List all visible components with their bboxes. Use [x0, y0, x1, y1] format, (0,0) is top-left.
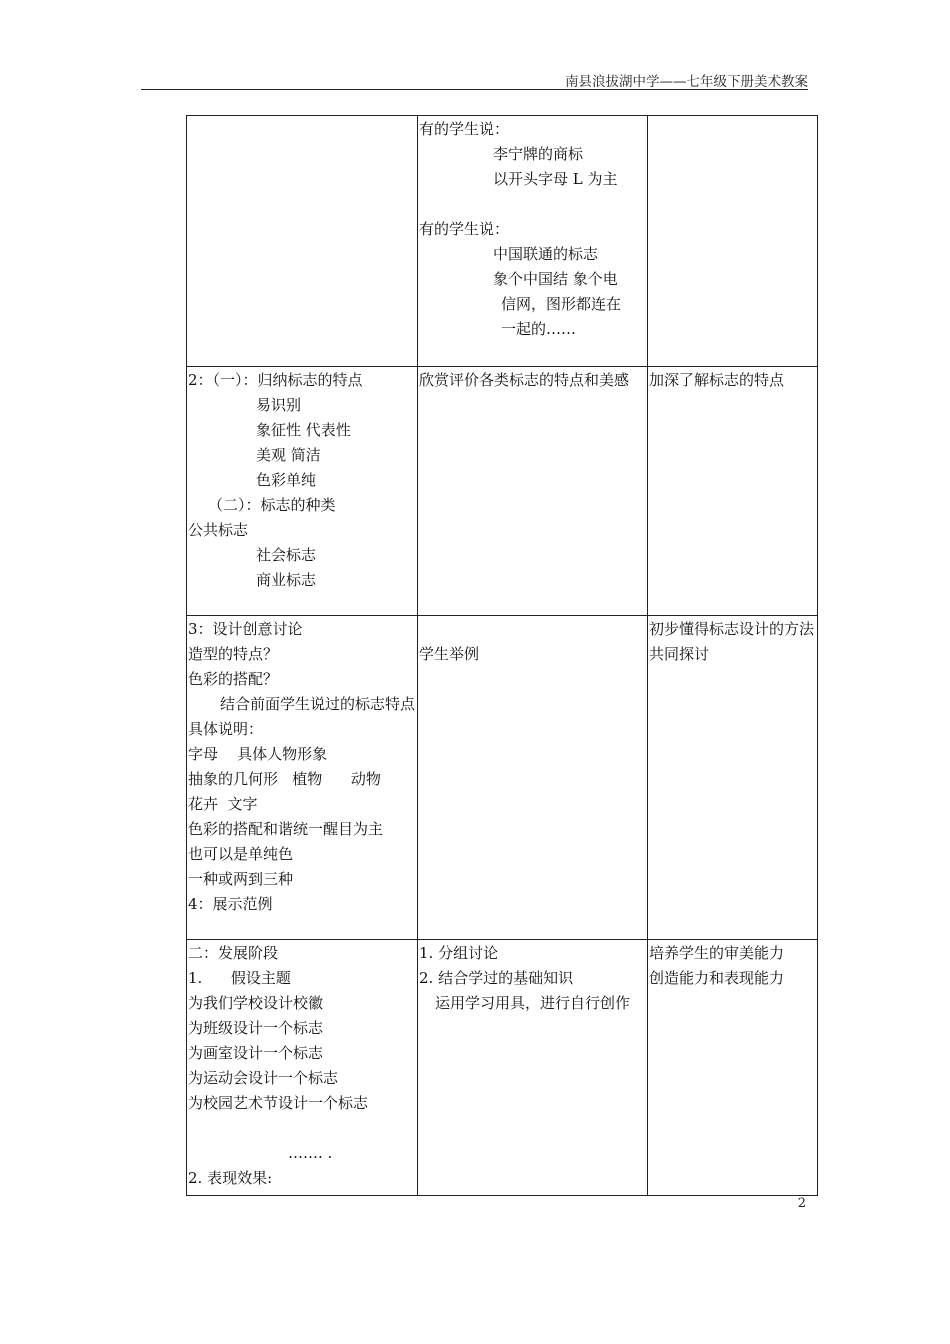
text-line: 为我们学校设计校徽 — [188, 994, 324, 1012]
lesson-plan-table — [186, 115, 818, 1196]
text-line: 信网，图形都连在 — [501, 295, 622, 313]
design-intent-cell — [648, 940, 818, 1196]
teacher-activity-cell — [187, 940, 418, 1196]
text-line: 学生举例 — [419, 645, 480, 663]
text-line: 加深了解标志的特点 — [649, 371, 785, 389]
text-line: 具体说明： — [188, 720, 264, 738]
blank-line — [419, 192, 646, 217]
teacher-activity-cell — [187, 616, 418, 940]
text-line: 抽象的几何形 植物 动物 — [188, 770, 381, 788]
text-line: 为班级设计一个标志 — [188, 1019, 324, 1037]
student-activity-cell — [418, 116, 648, 367]
text-line: 创造能力和表现能力 — [649, 969, 785, 987]
text-line: 2. 结合学过的基础知识 — [419, 969, 574, 987]
text-line: 2：（一）：归纳标志的特点 — [188, 371, 363, 389]
text-line: 为画室设计一个标志 — [188, 1044, 324, 1062]
text-line: 4：展示范例 — [188, 895, 273, 913]
text-line: 易识别 — [256, 396, 302, 414]
teacher-activity-cell — [187, 116, 418, 367]
text-line: 为校园艺术节设计一个标志 — [188, 1094, 369, 1112]
student-activity-cell — [418, 940, 648, 1196]
text-line: 2. 表现效果: — [188, 1169, 273, 1187]
text-line: 培养学生的审美能力 — [649, 944, 785, 962]
student-activity-cell — [418, 616, 648, 940]
text-line: ……. . — [288, 1144, 333, 1162]
text-line: 字母 具体人物形象 — [188, 745, 328, 763]
text-line: 一起的…… — [501, 320, 577, 338]
text-line: 有的学生说： — [419, 120, 510, 138]
text-line: 欣赏评价各类标志的特点和美感 — [419, 371, 630, 389]
text-line: 美观 简洁 — [256, 446, 321, 464]
header-rule — [141, 89, 808, 90]
text-line: 一种或两到三种 — [188, 870, 294, 888]
table-row — [187, 940, 818, 1196]
text-line: 中国联通的标志 — [493, 245, 599, 263]
text-line: 共同探讨 — [649, 645, 710, 663]
text-line: 色彩的搭配和谐统一醒目为主 — [188, 820, 384, 838]
text-line: 结合前面学生说过的标志特点 — [220, 695, 416, 713]
text-line: （二）：标志的种类 — [208, 496, 336, 514]
text-line: 李宁牌的商标 — [493, 145, 584, 163]
text-line: 以开头字母 L 为主 — [493, 170, 618, 188]
blank-line — [188, 1116, 416, 1141]
design-intent-cell — [648, 616, 818, 940]
page-number: 2 — [797, 1196, 806, 1211]
text-line: 初步懂得标志设计的方法 — [649, 620, 815, 638]
table-row — [187, 367, 818, 616]
text-line: 1. 分组讨论 — [419, 944, 499, 962]
text-line: 有的学生说： — [419, 220, 510, 238]
text-line: 3：设计创意讨论 — [188, 620, 303, 638]
text-line: 也可以是单纯色 — [188, 845, 294, 863]
text-line: 运用学习用具，进行自行创作 — [435, 994, 631, 1012]
design-intent-cell — [648, 116, 818, 367]
table-row — [187, 116, 818, 367]
design-intent-cell — [648, 367, 818, 616]
text-line: 1. 假设主题 — [188, 969, 291, 987]
text-line: 造型的特点？ — [188, 645, 279, 663]
text-line: 公共标志 — [188, 521, 249, 539]
teacher-activity-cell — [187, 367, 418, 616]
text-line: 商业标志 — [256, 571, 317, 589]
text-line: 象个中国结 象个电 — [493, 270, 618, 288]
blank-line — [419, 617, 646, 642]
text-line: 色彩的搭配？ — [188, 670, 279, 688]
text-line: 花卉 文字 — [188, 795, 258, 813]
student-activity-cell — [418, 367, 648, 616]
text-line: 为运动会设计一个标志 — [188, 1069, 339, 1087]
text-line: 象征性 代表性 — [256, 421, 351, 439]
text-line: 二：发展阶段 — [188, 944, 279, 962]
table-row — [187, 616, 818, 940]
text-line: 色彩单纯 — [256, 471, 317, 489]
document-header: 南县浪拔湖中学——七年级下册美术教案 — [565, 74, 808, 90]
text-line: 社会标志 — [256, 546, 317, 564]
